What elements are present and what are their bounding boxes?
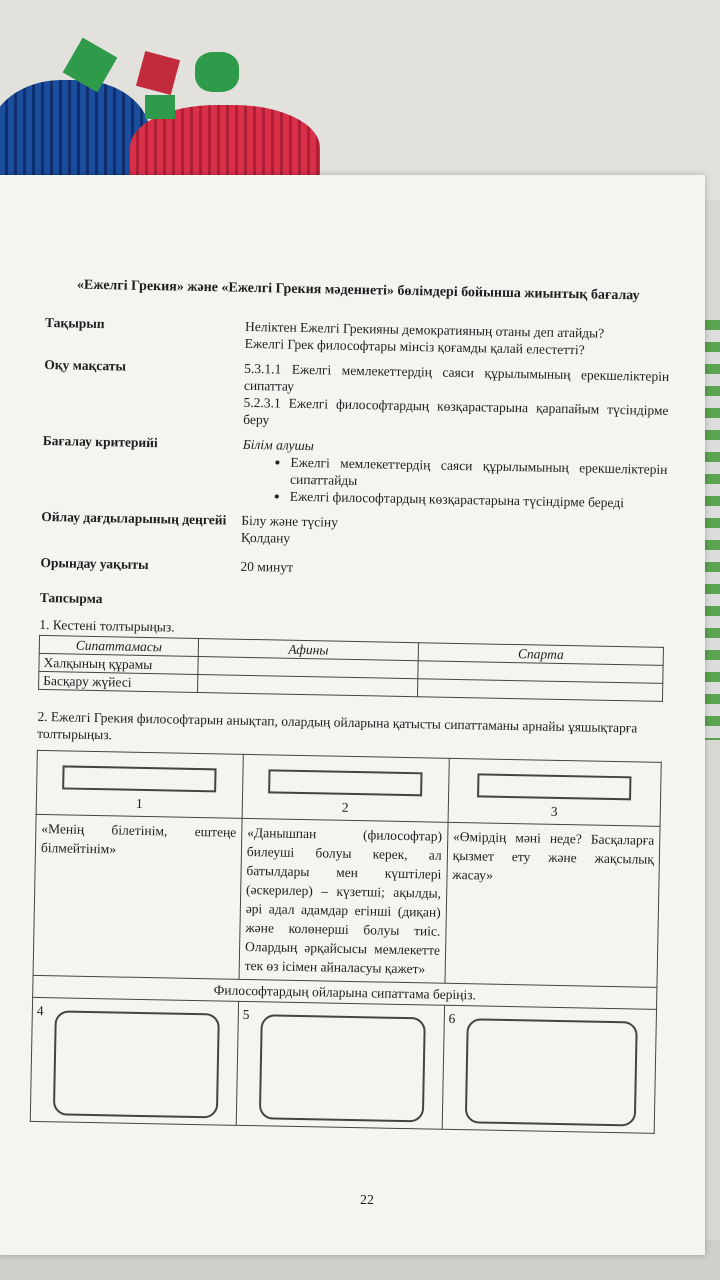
worksheet-content (30, 275, 671, 1134)
row-label: Халқының құрамы (39, 653, 198, 674)
column-header: Сипаттамасы (39, 635, 198, 656)
time-label: Орындау уақыты (40, 554, 149, 573)
topic-line: Ежелгі Грек философтары мінсіз қоғамды қалай елестетті? (244, 335, 585, 358)
goal-line: 5.2.3.1 Ежелгі философтардың көзқарастарына қарапайым түсіндірме беру (243, 394, 669, 428)
criteria-item: • Ежелгі мемлекеттердің саяси құрылымының ерекшеліктерін сипаттайды (290, 454, 668, 495)
description-answer-box[interactable] (465, 1018, 638, 1126)
task1-instruction: 1. Кестені толтырыңыз. (39, 616, 175, 635)
time-value: 20 минут (240, 558, 294, 575)
philosopher-name-slot (242, 754, 449, 822)
meta-goals-row (43, 356, 669, 436)
topic-line: Неліктен Ежелгі Грекияны демократияның отаны деп атайды? (244, 318, 605, 341)
philosophers-table (30, 750, 662, 1134)
topic-label: Тақырып (44, 314, 105, 332)
meta-criteria-row (42, 432, 668, 512)
answer-row (30, 997, 656, 1133)
meta-time-row (40, 554, 665, 583)
embroidery-leaf (195, 52, 239, 92)
page-number: 22 (360, 1193, 374, 1208)
embroidered-cloth-background (0, 0, 720, 200)
description-answer-box[interactable] (53, 1010, 220, 1118)
name-input-box[interactable] (477, 773, 631, 800)
cell-number: 4 (36, 1002, 44, 1019)
answer-cell[interactable] (198, 674, 418, 696)
slot-number: 3 (550, 803, 558, 819)
task-heading: Тапсырма (39, 589, 103, 607)
page-title: «Ежелгі Грекия» және «Ежелгі Грекия мәдениеті» бөлімдері бойынша жиынтық бағалау (76, 277, 640, 304)
column-header: Спарта (418, 643, 663, 666)
thinking-line: Қолдану (240, 529, 291, 546)
criteria-item: • Ежелгі философтардың көзқарастарына түсіндірме береді (290, 488, 667, 512)
criteria-list (242, 453, 668, 512)
philosopher-name-slot (36, 750, 243, 818)
philosopher-quote: «Өмірдің мәні неде? Басқаларға қызмет ету және жақсылық жасау» (445, 822, 660, 987)
column-header: Афины (198, 638, 418, 660)
embroidery-leaf (145, 95, 175, 119)
description-cell (442, 1005, 657, 1133)
goals-value (243, 360, 669, 436)
description-heading: Философтардың ойларына сипаттама беріңіз. (33, 975, 657, 1009)
name-input-box[interactable] (63, 765, 217, 792)
thinking-line: Білу және түсіну (241, 512, 339, 530)
cell-number: 5 (242, 1006, 250, 1023)
thinking-value (241, 512, 667, 554)
description-answer-box[interactable] (259, 1014, 426, 1122)
meta-thinking-row (41, 508, 667, 554)
athens-sparta-table (38, 635, 664, 702)
slot-number: 2 (341, 799, 349, 815)
criteria-intro: Білім алушы (242, 436, 315, 454)
thinking-label: Ойлау дағдыларының деңгейі (41, 508, 227, 528)
goals-label: Оқу мақсаты (44, 356, 127, 374)
row-label: Басқару жүйесі (39, 671, 198, 692)
criteria-value (242, 436, 668, 512)
embroidery-bud (136, 51, 180, 95)
criteria-label: Бағалау критерийі (42, 432, 158, 451)
name-slot-row (36, 750, 661, 826)
description-cell (30, 997, 238, 1125)
slot-number: 1 (135, 795, 143, 811)
philosopher-quote: «Менің білетінім, ештеңе білмейтінім» (33, 814, 242, 979)
meta-topic-row (45, 314, 671, 360)
quote-row (33, 814, 660, 987)
goal-line: 5.3.1.1 Ежелгі мемлекеттердің саяси құрылымының ерекшеліктерін сипаттау (243, 360, 670, 394)
cell-number: 6 (448, 1010, 456, 1026)
philosopher-quote: «Данышпан (философтар) билеуші болуы керек, ал батылдары мен күштілері (әскерилер) – күзетші; ақылды, әрі адал адамдар егінші (диқан) және колөнерші болуы тиіс. Олардың әрқайсысы мемлекетте тек өз ісімен айналасуы қажет» (239, 818, 448, 983)
task2-instruction: 2. Ежелгі Грекия философтарын анықтап, олардың ойларына қатысты сипаттаманы арнайы ұяшықтарға толтырыңыз. (37, 708, 638, 743)
description-cell (236, 1001, 444, 1129)
philosopher-name-slot (448, 758, 661, 826)
answer-cell[interactable] (418, 679, 663, 702)
name-input-box[interactable] (268, 769, 422, 796)
worksheet-page (0, 175, 705, 1255)
topic-value (245, 318, 671, 360)
